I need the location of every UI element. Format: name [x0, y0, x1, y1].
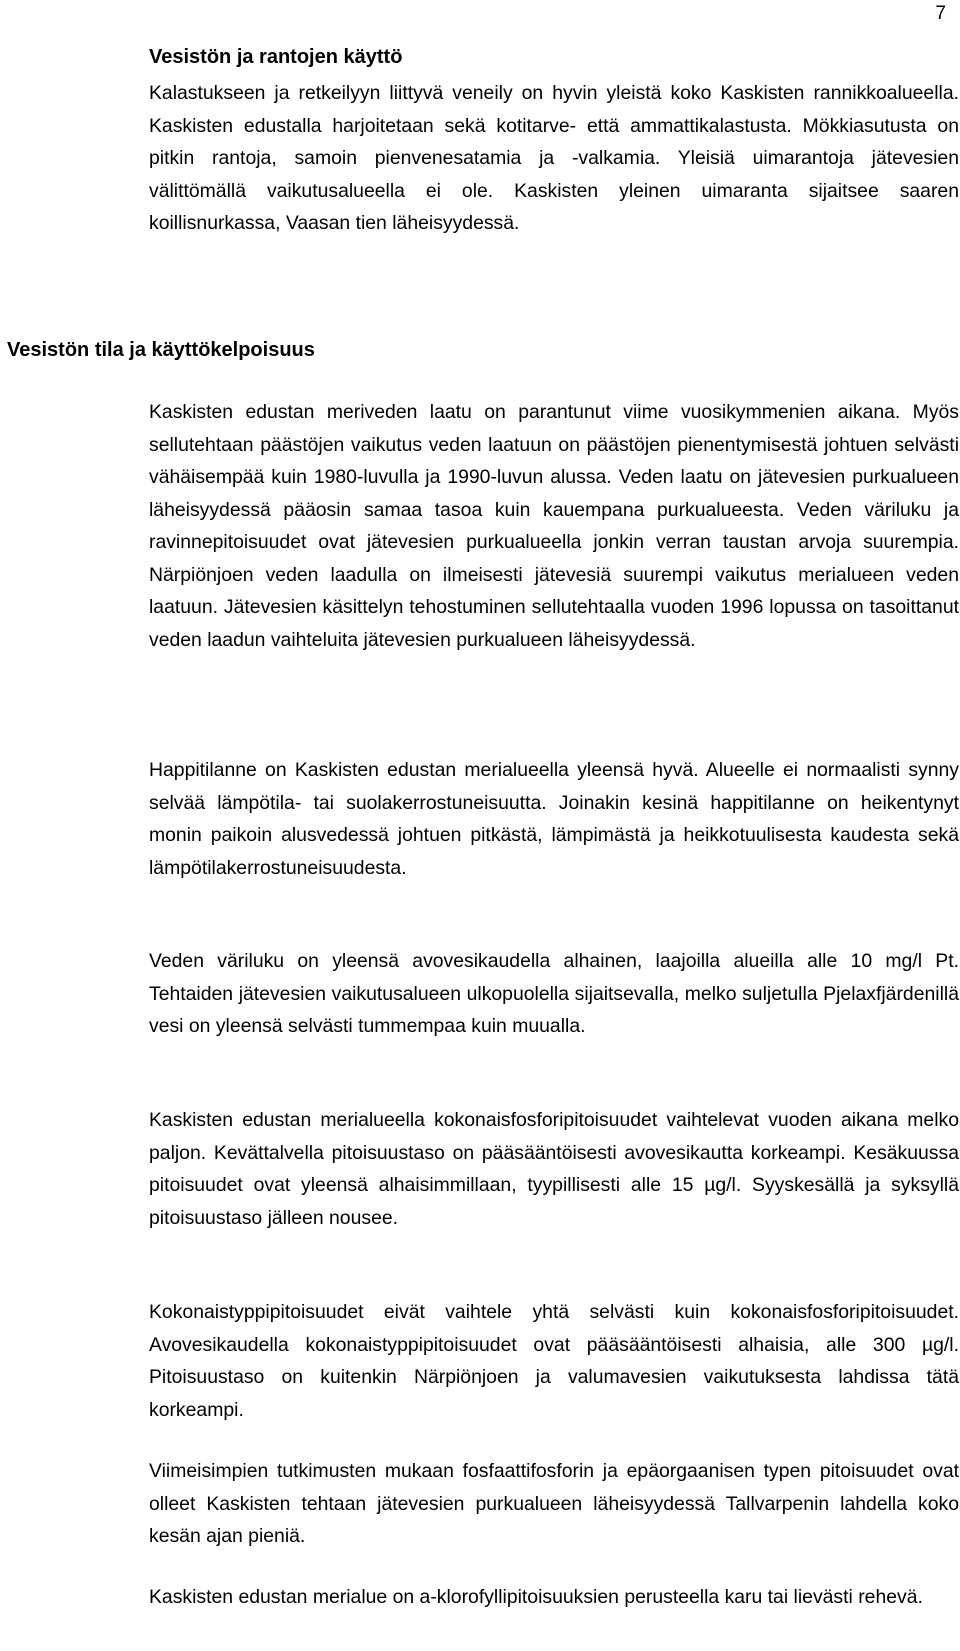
paragraph-nitrogen: Kokonaistyppipitoisuudet eivät vaihtele yhtä selvästi kuin kokonaisfosforipitoisuudet. Avovesikaudella kokonaistyppipitoisuudet ovat pääsääntöisesti alhaisia, alle 300 µg/l. Pitoisuustaso on kuitenkin Närpiönjoen ja valumavesien vaikutuksesta lahdissa tätä korkeampi.: [149, 1301, 959, 1421]
section-heading-water-status: Vesistön tila ja käyttökelpoisuus: [7, 339, 315, 361]
paragraph-water-quality: Kaskisten edustan meriveden laatu on parantunut viime vuosikymmenien aikana. Myös sellutehtaan päästöjen vaikutus veden laatuun on päästöjen pienentymisestä johtuen selvästi vähäisempää kuin 1980-luvulla ja 1990-luvun alussa. Veden laatu on jätevesien purkualueen läheisyydessä pääosin samaa tasoa kuin kauempana purkualueesta. Veden väriluku ja ravinnepitoisuudet ovat jätevesien purkualueella jonkin verran taustan arvoja suurempia. Närpiönjoen veden laadulla on ilmeisesti jätevesiä suurempi vaikutus merialueen veden laatuun. Jätevesien käsittelyn tehostuminen sellutehtaalla vuoden 1996 lopussa on tasoittanut veden laadun vaihteluita jätevesien purkualueen läheisyydessä.: [149, 401, 959, 651]
paragraph-colour-value: Veden väriluku on yleensä avovesikaudella alhainen, laajoilla alueilla alle 10 mg/l Pt. Tehtaiden jätevesien vaikutusalueen ulkopuolella sijaitsevalla, melko suljetulla Pjelaxfjärdenillä vesi on yleensä selvästi tummempaa kuin muualla.: [149, 950, 959, 1037]
page-number: 7: [935, 3, 946, 24]
paragraph-chlorophyll: Kaskisten edustan merialue on a-klorofyllipitoisuuksien perusteella karu tai lievästi rehevä.: [149, 1586, 923, 1608]
paragraph-water-use: Kalastukseen ja retkeilyyn liittyvä veneily on hyvin yleistä koko Kaskisten rannikkoalueella. Kaskisten edustalla harjoitetaan sekä kotitarve- että ammattikalastusta. Mökkiasutusta on pitkin rantoja, samoin pienvenesatamia ja -valkamia. Yleisiä uimarantoja jätevesien välittömällä vaikutusalueella ei ole. Kaskisten yleinen uimaranta sijaitsee saaren koillisnurkassa, Vaasan tien läheisyydessä.: [149, 82, 959, 234]
paragraph-phosphorus: Kaskisten edustan merialueella kokonaisfosforipitoisuudet vaihtelevat vuoden aikana melko paljon. Kevättalvella pitoisuustaso on pääsääntöisesti avovesikautta korkeampi. Kesäkuussa pitoisuudet ovat yleensä alhaisimmillaan, tyypillisesti alle 15 µg/l. Syyskesällä ja syksyllä pitoisuustaso jälleen nousee.: [149, 1109, 959, 1229]
paragraph-nutrients: Viimeisimpien tutkimusten mukaan fosfaattifosforin ja epäorgaanisen typen pitoisuudet ovat olleet Kaskisten tehtaan jätevesien purkualueen läheisyydessä Tallvarpenin lahdella koko kesän ajan pieniä.: [149, 1460, 959, 1547]
section-heading-water-use: Vesistön ja rantojen käyttö: [149, 46, 403, 68]
paragraph-oxygen: Happitilanne on Kaskisten edustan merialueella yleensä hyvä. Alueelle ei normaalisti synny selvää lämpötila- tai suolakerrostuneisuutta. Joinakin kesinä happitilanne on heikentynyt monin paikoin alusvedessä johtuen pitkästä, lämpimästä ja heikkotuulisesta kaudesta sekä lämpötilakerrostuneisuudesta.: [149, 759, 959, 879]
